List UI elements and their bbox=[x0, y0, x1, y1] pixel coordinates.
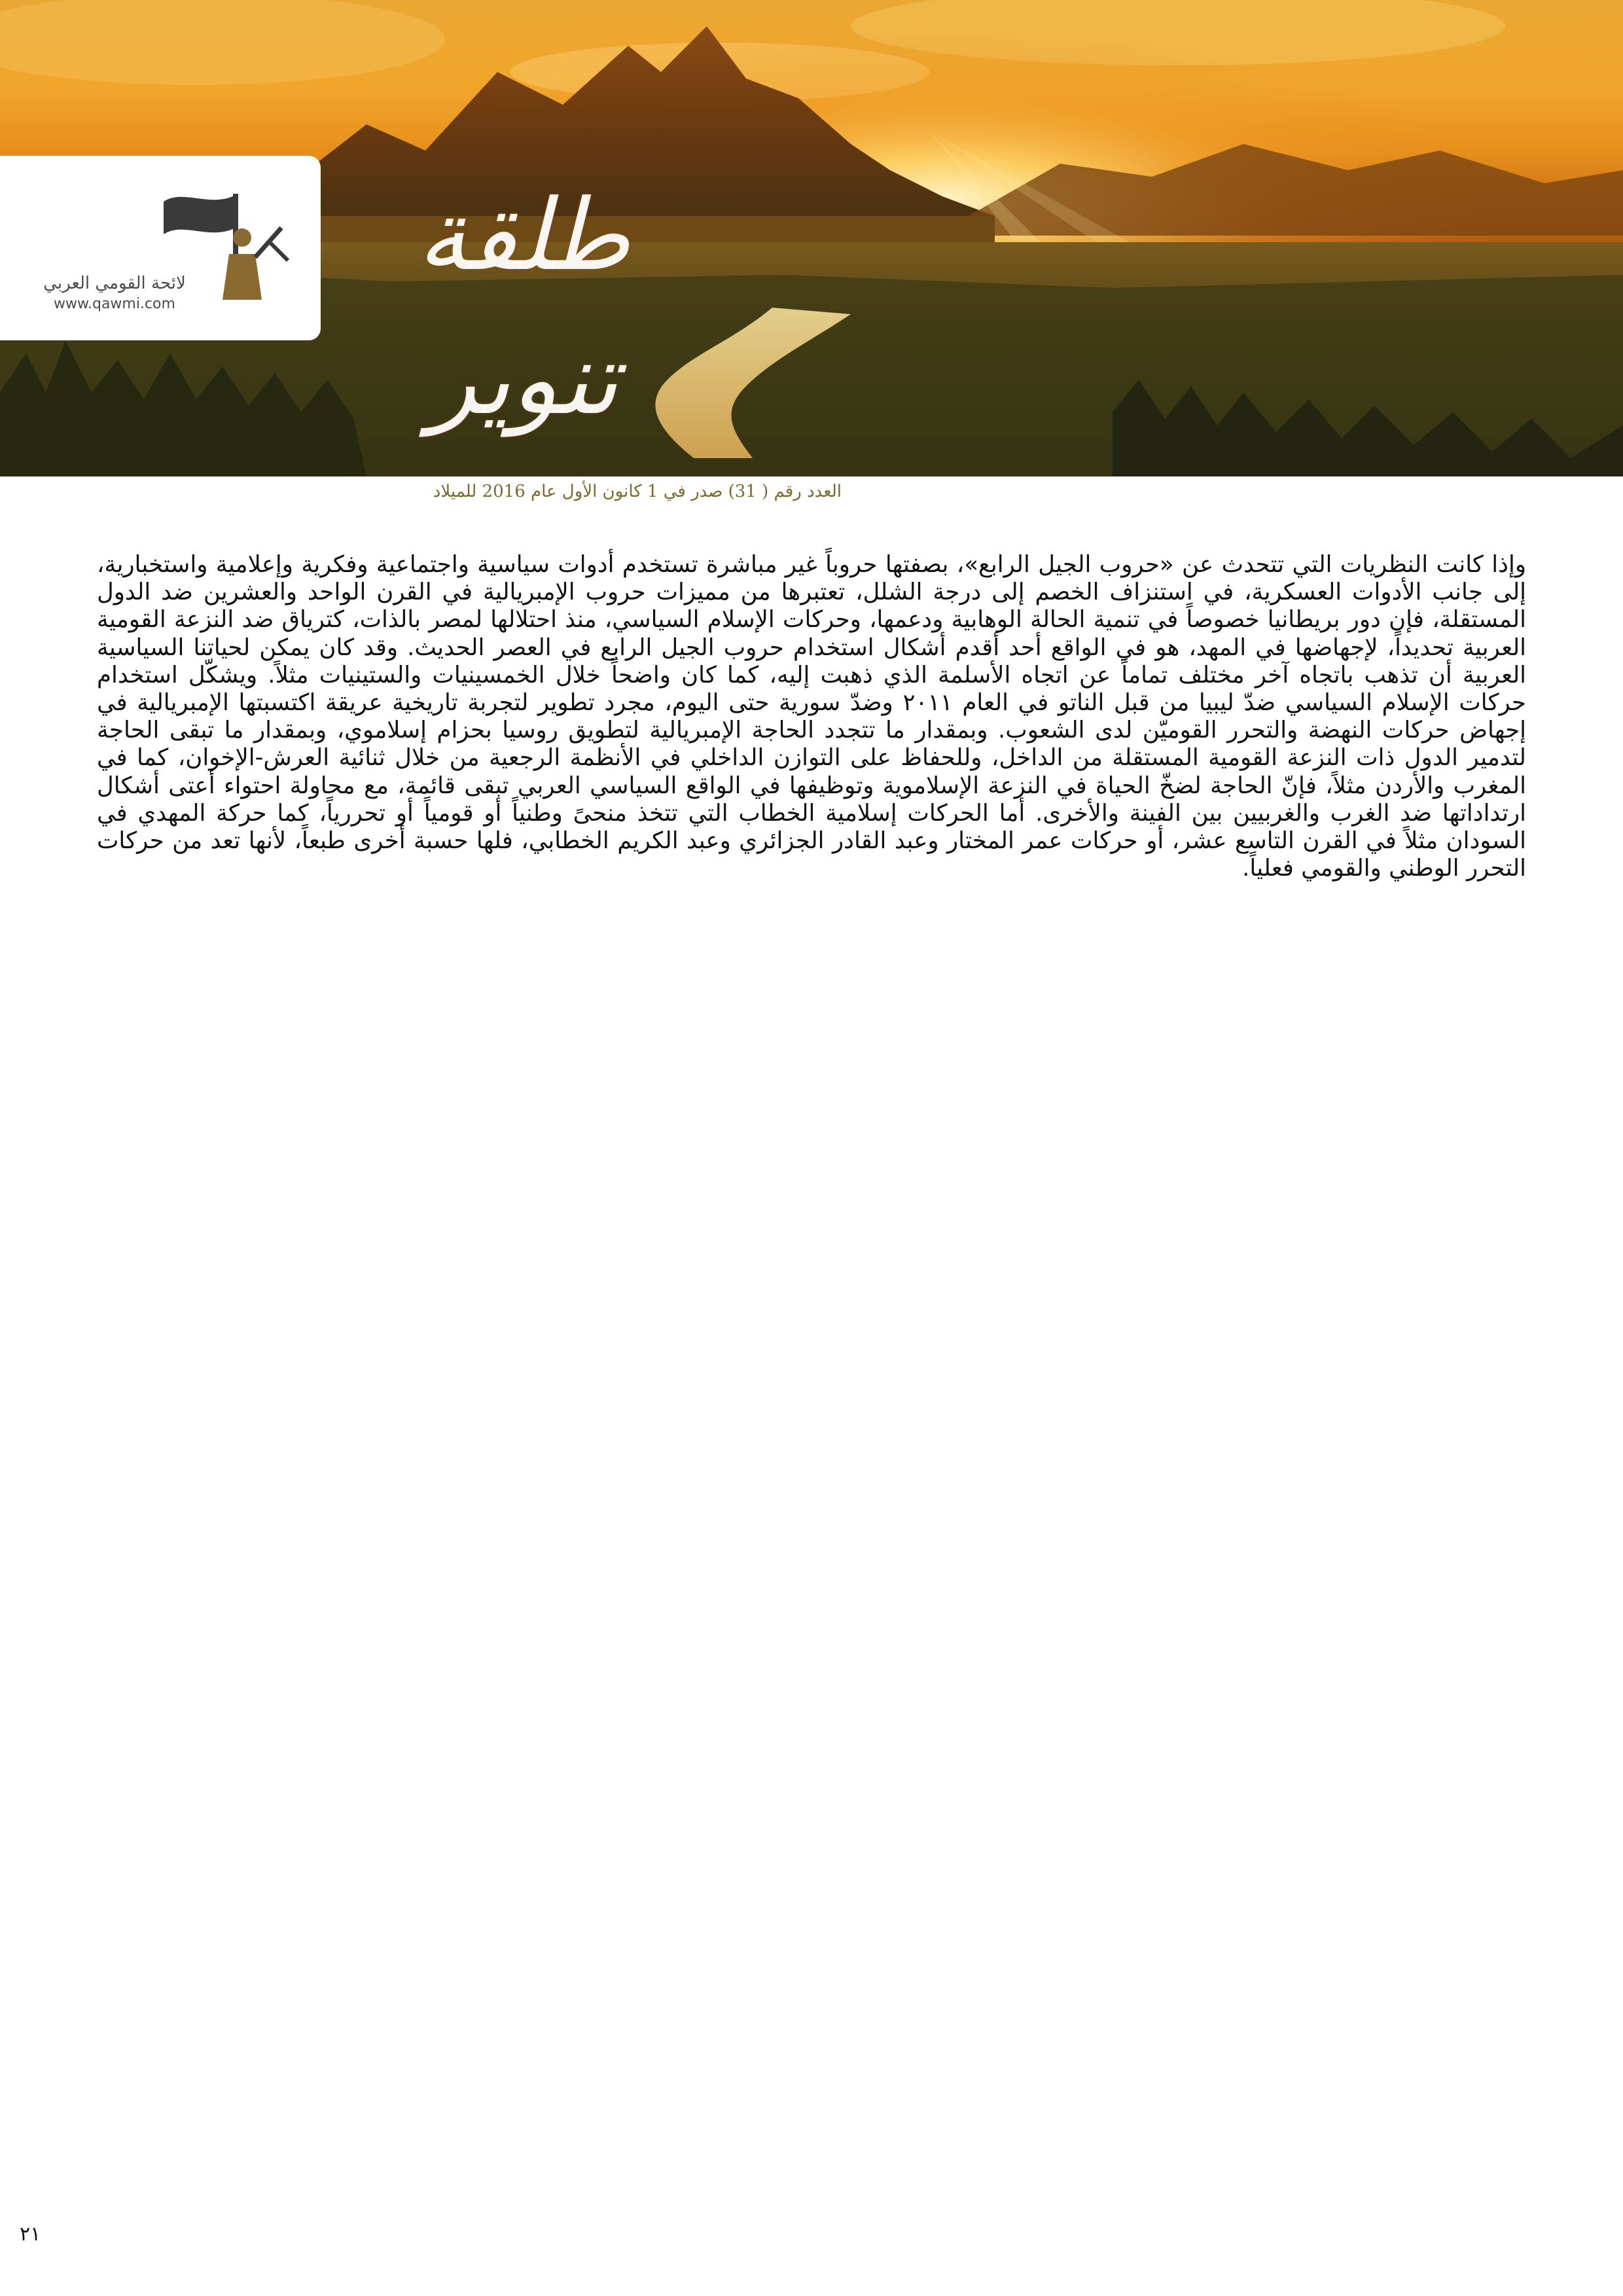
article-body: وإذا كانت النظريات التي تتحدث عن «حروب الجيل الرابع»، بصفتها حروباً غير مباشرة تستخدم أدوات سياسية واجتماعية وفكرية وإعلامية واستخبارية، إلى جانب الأدوات العسكرية، في استنزاف الخصم إلى درجة الشلل، تعتبرها من مميزات حروب الإمبريالية في القرن الواحد والعشرين ضد الدول المستقلة، فإن دور بريطانيا خصوصاً في تنمية الحالة الوهابية ودعمها، وحركات الإسلام السياسي، منذ احتلالها لمصر بالذات، كترياق ضد النزعة القومية العربية تحديداً، لإجهاضها في المهد، هو في الواقع أحد أقدم أشكال استخدام حروب الجيل الرابع في العصر الحديث. وقد كان يمكن لحياتنا السياسية العربية أن تذهب باتجاه آخر مختلف تماماً عن اتجاه الأسلمة الذي ذهبت إليه، كما كان واضحاً خلال الخمسينيات والستينيات مثلاً. ويشكّل استخدام حركات الإسلام السياسي ضدّ ليبيا من قبل الناتو في العام ٢٠١١ وضدّ سورية حتى اليوم، مجرد تطوير لتجربة تاريخية عريقة اكتسبتها الإمبريالية في إجهاض حركات النهضة والتحرر القوميّن لدى الشعوب. وبمقدار ما تتجدد الحاجة الإمبريالية لتطويق روسيا بحزام إسلاموي، وبمقدار ما تبقى الحاجة لتدمير الدول ذات النزعة القومية المستقلة من الداخل، وللحفاظ على التوازن الداخلي في الأنظمة الرجعية من خلال ثنائية العرش-الإخوان، كما في المغرب والأردن مثلاً، فإنّ الحاجة لضخّ الحياة في النزعة الإسلاموية وتوظيفها في الواقع السياسي العربي تبقى قائمة، مع محاولة احتواء أعتى أشكال ارتداداتها ضد الغرب والغربيين بين الفينة والأخرى. أما الحركات إسلامية الخطاب التي تتخذ منحىً وطنياً أو قومياً أو تحررياً، كما حركة المهدي في السودان مثلاً في القرن التاسع عشر، أو حركات عمر المختار وعبد القادر الجزائري وعبد الكريم الخطابي، فلها حسبة أخرى طبعاً، لأنها تعد من حركات التحرر الوطني والقومي فعلياً. bbox=[97, 551, 1526, 882]
issue-info: العدد رقم ( 31) صدر في 1 كانون الأول عام 2016 للميلاد bbox=[433, 482, 842, 501]
publisher-logo[interactable] bbox=[0, 156, 321, 340]
header-banner bbox=[0, 0, 1623, 476]
publication-title: طلقة تنوير bbox=[417, 179, 630, 437]
publisher-name: لائحة القومي العربي bbox=[43, 274, 186, 293]
page-number: ٢١ bbox=[20, 2223, 41, 2246]
publisher-url[interactable]: www.qawmi.com bbox=[54, 296, 175, 312]
